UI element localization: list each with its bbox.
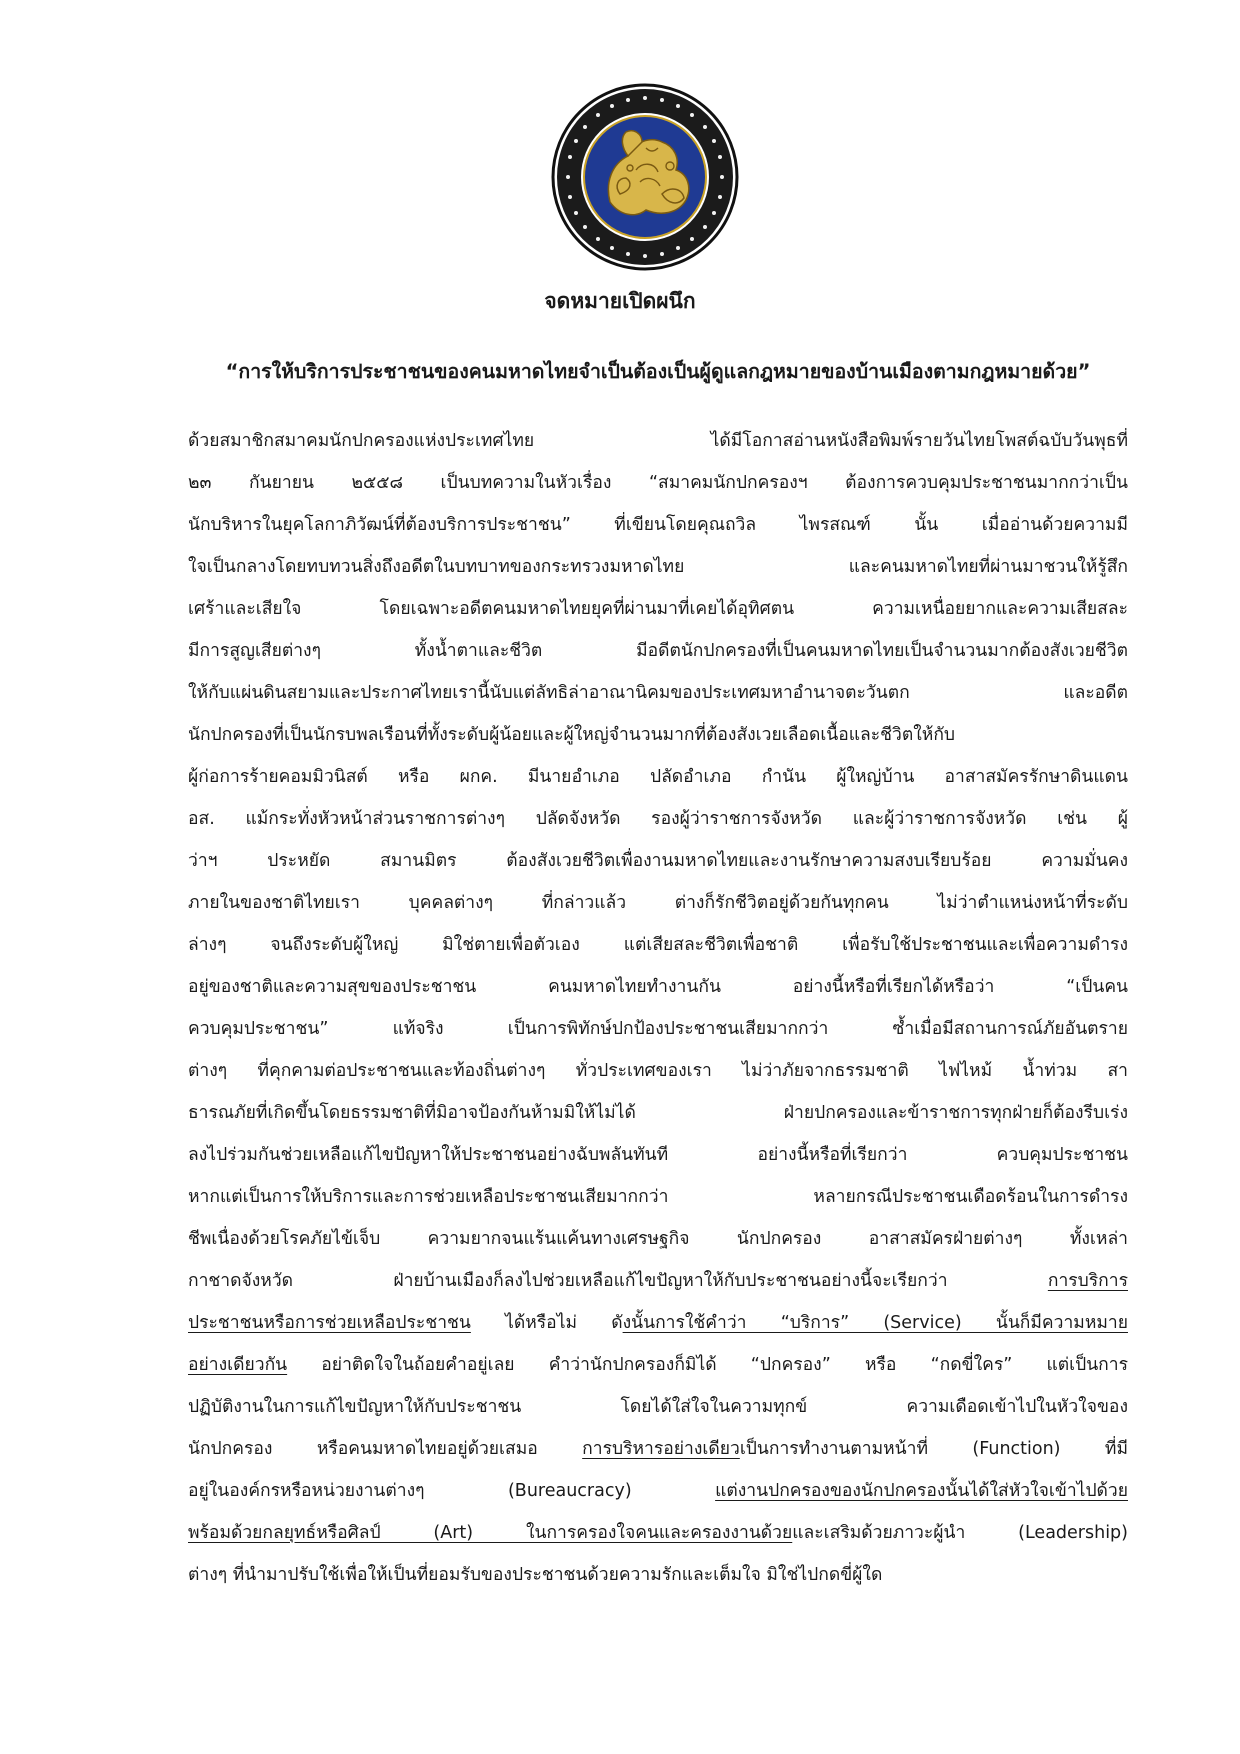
body-text: และเสริมด้วยภาวะผู้นำ (Leadership) [792, 1523, 1128, 1543]
body-line: อยู่ของชาติและความสุขของประชาชน คนมหาดไทยทำงานกัน อย่างนี้หรือที่เรียกได้หรือว่า “เป็นคน [188, 977, 1128, 997]
body-text: ได้หรือไม่ ดั [470, 1313, 623, 1333]
body-line: ผู้ก่อการร้ายคอมมิวนิสต์ หรือ ผกค. มีนายอำเภอ ปลัดอำเภอ กำนัน ผู้ใหญ่บ้าน อาสาสมัครรักษาดินแดน [188, 767, 1128, 787]
body-line: หากแต่เป็นการให้บริการและการช่วยเหลือประชาชนเสียมากกว่า หลายกรณีประชาชนเดือดร้อนในการดำรง [188, 1187, 1128, 1207]
body-text: อยู่ในองค์กรหรือหน่วยงานต่างๆ (Bureaucracy) [188, 1481, 716, 1501]
letter-body [188, 420, 1128, 1596]
underlined-phrase: แต่งานปกครองของนักปกครองนั้นได้ใส่หัวใจเข้าไปด้วย [715, 1481, 1128, 1501]
body-text: นักปกครอง หรือคนมหาดไทยอยู่ด้วยเสมอ [188, 1439, 583, 1459]
body-line [188, 1428, 1128, 1470]
body-line [188, 1302, 1128, 1344]
body-text: เป็นการทำงานตามหน้าที่ (Function) ที่มี [739, 1439, 1128, 1459]
body-line: นักบริหารในยุคโลกาภิวัฒน์ที่ต้องบริการประชาชน” ที่เขียนโดยคุณถวิล ไพรสณฑ์ นั้น เมื่ออ่านด้วยความมี [188, 515, 1128, 535]
underlined-phrase: งนั้นการใช้คำว่า “บริการ” (Service) นั้นก็มีความหมาย [622, 1313, 1128, 1333]
underlined-phrase: ประชาชนหรือการช่วยเหลือประชาชน [188, 1313, 471, 1333]
body-line: ใจเป็นกลางโดยทบทวนสิ่งถึงอดีตในบทบาทของกระทรวงมหาดไทย และคนมหาดไทยที่ผ่านมาชวนให้รู้สึก [188, 557, 1128, 577]
body-line [188, 1512, 1128, 1554]
body-line: ภายในของชาติไทยเรา บุคคลต่างๆ ที่กล่าวแล้ว ต่างก็รักชีวิตอยู่ด้วยกันทุกคน ไม่ว่าตำแหน่งหน้าที่ระดับ [188, 893, 1128, 913]
letter-headline: “การให้บริการประชาชนของคนมหาดไทยจำเป็นต้องเป็นผู้ดูแลกฎหมายของบ้านเมืองตามกฎหมายด้วย” [225, 360, 1091, 383]
body-line: เศร้าและเสียใจ โดยเฉพาะอดีตคนมหาดไทยยุคที่ผ่านมาที่เคยได้อุทิศตน ความเหนื่อยยากและความเสียสละ [188, 599, 1128, 619]
letter-title: จดหมายเปิดผนึก [544, 289, 696, 313]
body-line: มีการสูญเสียต่างๆ ทั้งน้ำตาและชีวิต มีอดีตนักปกครองที่เป็นคนมหาดไทยเป็นจำนวนมากต้องสังเวยชีวิต [188, 641, 1128, 661]
body-line: ว่าฯ ประหยัด สมานมิตร ต้องสังเวยชีวิตเพื่องานมหาดไทยและงานรักษาความสงบเรียบร้อย ความมั่นคง [188, 851, 1128, 871]
body-line: ให้กับแผ่นดินสยามและประกาศไทยเรานี้นับแต่ลัทธิล่าอาณานิคมของประเทศมหาอำนาจตะวันตก และอดีต [188, 683, 1128, 703]
body-line: ลงไปร่วมกันช่วยเหลือแก้ไขปัญหาให้ประชาชนอย่างฉับพลันทันที อย่างนี้หรือที่เรียกว่า ควบคุมประชาชน [188, 1145, 1128, 1165]
body-line: นักปกครองที่เป็นนักรบพลเรือนที่ทั้งระดับผู้น้อยและผู้ใหญ่จำนวนมากที่ต้องสังเวยเลือดเนื้อและชีวิตให้กับ [188, 725, 956, 745]
body-line: ล่างๆ จนถึงระดับผู้ใหญ่ มิใช่ตายเพื่อตัวเอง แต่เสียสละชีวิตเพื่อชาติ เพื่อรับใช้ประชาชนและเพื่อความดำรง [188, 935, 1128, 955]
body-line [188, 1260, 1128, 1302]
association-seal-logo [550, 82, 740, 272]
body-line: ควบคุมประชาชน” แท้จริง เป็นการพิทักษ์ปกป้องประชาชนเสียมากกว่า ซ้ำเมื่อมีสถานการณ์ภัยอันตราย [188, 1019, 1128, 1039]
body-line: ต่างๆ ที่คุกคามต่อประชาชนและท้องถิ่นต่างๆ ทั่วประเทศของเรา ไม่ว่าภัยจากธรรมชาติ ไฟไหม้ น้ำท่วม สา [188, 1061, 1128, 1081]
body-line: ด้วยสมาชิกสมาคมนักปกครองแห่งประเทศไทย ได้มีโอกาสอ่านหนังสือพิมพ์รายวันไทยโพสต์ฉบับวันพุธที่ [188, 431, 1128, 451]
body-text: กาชาดจังหวัด ฝ่ายบ้านเมืองก็ลงไปช่วยเหลือแก้ไขปัญหาให้กับประชาชนอย่างนี้จะเรียกว่า [188, 1271, 1048, 1291]
underlined-phrase: อย่างเดียวกัน [188, 1355, 288, 1375]
body-line [188, 1344, 1128, 1386]
body-line: ธารณภัยที่เกิดขึ้นโดยธรรมชาติที่มิอาจป้องกันห้ามมิให้ไม่ได้ ฝ่ายปกครองและข้าราชการทุกฝ่ายก็ต้องรีบเร่ง [188, 1103, 1128, 1123]
body-text: อย่าติดใจในถ้อยคำอยู่เลย คำว่านักปกครองก็มิได้ “ปกครอง” หรือ “กดขี่ใคร” แต่เป็นการ [287, 1355, 1128, 1375]
underlined-phrase: พร้อมด้วยกลยุทธ์หรือศิลป์ (Art) ในการครองใจคนและครองงานด้วย [188, 1523, 793, 1543]
body-line: ชีพเนื่องด้วยโรคภัยไข้เจ็บ ความยากจนแร้นแค้นทางเศรษฐกิจ นักปกครอง อาสาสมัครฝ่ายต่างๆ ทั้งเหล่า [188, 1229, 1128, 1249]
underlined-phrase: การบริการ [1047, 1271, 1128, 1291]
body-line: อส. แม้กระทั่งหัวหน้าส่วนราชการต่างๆ ปลัดจังหวัด รองผู้ว่าราชการจังหวัด และผู้ว่าราชการจังหวัด เช่น ผู้ [188, 809, 1128, 829]
body-line: ปฏิบัติงานในการแก้ไขปัญหาให้กับประชาชน โดยได้ใส่ใจในความทุกข์ ความเดือดเข้าไปในหัวใจของ [188, 1397, 1128, 1417]
body-line: ต่างๆ ที่นำมาปรับใช้เพื่อให้เป็นที่ยอมรับของประชาชนด้วยความรักและเต็มใจ มิใช่ไปกดขี่ผู้ใด [188, 1565, 883, 1585]
underlined-phrase: การบริหารอย่างเดียว [582, 1439, 740, 1459]
body-line [188, 1470, 1128, 1512]
body-line: ๒๓ กันยายน ๒๕๕๘ เป็นบทความในหัวเรื่อง “สมาคมนักปกครองฯ ต้องการควบคุมประชาชนมากกว่าเป็น [188, 473, 1128, 493]
